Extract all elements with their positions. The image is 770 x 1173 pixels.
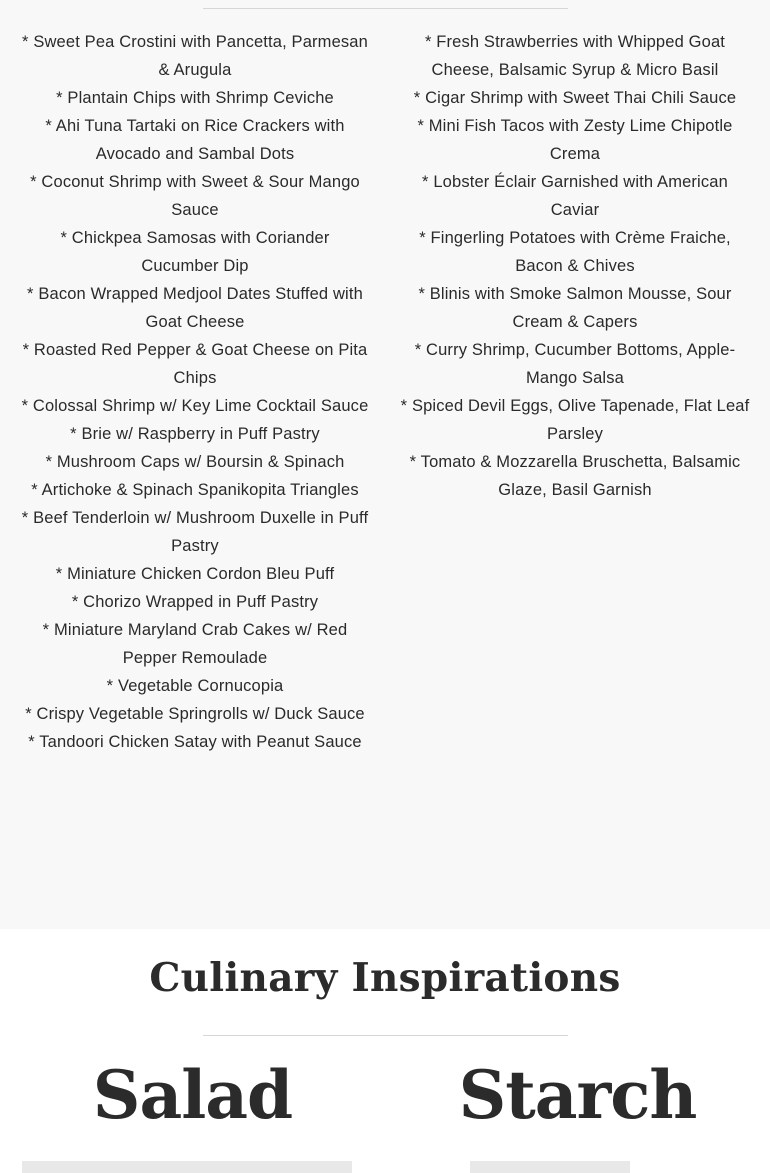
menu-item: * Roasted Red Pepper & Goat Cheese on Pita Chips (22, 341, 368, 387)
menu-item: * Chorizo Wrapped in Puff Pastry (71, 593, 319, 611)
menu-item: * Tomato & Mozzarella Bruschetta, Balsamic Glaze, Basil Garnish (409, 453, 741, 499)
menu-item: * Miniature Maryland Crab Cakes w/ Red Pepper Remoulade (42, 621, 348, 667)
menu-item: * Mushroom Caps w/ Boursin & Spinach (45, 453, 345, 471)
menu-item: * Lobster Éclair Garnished with American Caviar (422, 173, 728, 219)
menu-item: * Mini Fish Tacos with Zesty Lime Chipotle Crema (417, 117, 733, 163)
starch-heading: Starch (458, 1056, 697, 1134)
menu-item: * Beef Tenderloin w/ Mushroom Duxelle in Puff Pastry (21, 509, 369, 555)
cutoff-text-right (470, 1161, 630, 1173)
menu-item: * Miniature Chicken Cordon Bleu Puff (55, 565, 335, 583)
menu-item: * Curry Shrimp, Cucumber Bottoms, Apple-Mango Salsa (414, 341, 736, 387)
menu-item: * Crispy Vegetable Springrolls w/ Duck Sauce (25, 705, 365, 723)
menu-column-right (397, 28, 753, 504)
menu-item: * Sweet Pea Crostini with Pancetta, Parmesan & Arugula (22, 33, 368, 79)
culinary-inspirations-section (0, 929, 770, 1170)
menu-item: * Cigar Shrimp with Sweet Thai Chili Sauce (413, 89, 737, 107)
menu-item: * Tandoori Chicken Satay with Peanut Sauce (28, 733, 362, 751)
section-divider (203, 1035, 568, 1036)
menu-item: * Bacon Wrapped Medjool Dates Stuffed with Goat Cheese (27, 285, 363, 331)
cutoff-text-left (22, 1161, 352, 1173)
menu-item: * Brie w/ Raspberry in Puff Pastry (70, 425, 320, 443)
menu-item: * Plantain Chips with Shrimp Ceviche (56, 89, 334, 107)
menu-column-left (20, 28, 370, 756)
menu-item: * Artichoke & Spinach Spanikopita Triangles (31, 481, 359, 499)
salad-heading: Salad (92, 1056, 293, 1134)
menu-item: * Colossal Shrimp w/ Key Lime Cocktail Sauce (21, 397, 369, 415)
menu-item: * Blinis with Smoke Salmon Mousse, Sour Cream & Capers (418, 285, 732, 331)
top-divider (203, 8, 568, 9)
menu-item: * Coconut Shrimp with Sweet & Sour Mango Sauce (30, 173, 360, 219)
menu-item: * Fresh Strawberries with Whipped Goat Cheese, Balsamic Syrup & Micro Basil (424, 33, 726, 79)
menu-item: * Chickpea Samosas with Coriander Cucumber Dip (60, 229, 330, 275)
menu-item: * Vegetable Cornucopia (106, 677, 284, 695)
menu-item: * Fingerling Potatoes with Crème Fraiche, Bacon & Chives (419, 229, 731, 275)
menu-item: * Ahi Tuna Tartaki on Rice Crackers with Avocado and Sambal Dots (45, 117, 345, 163)
section-title: Culinary Inspirations (149, 955, 621, 1001)
menu-item: * Spiced Devil Eggs, Olive Tapenade, Flat Leaf Parsley (400, 397, 750, 443)
